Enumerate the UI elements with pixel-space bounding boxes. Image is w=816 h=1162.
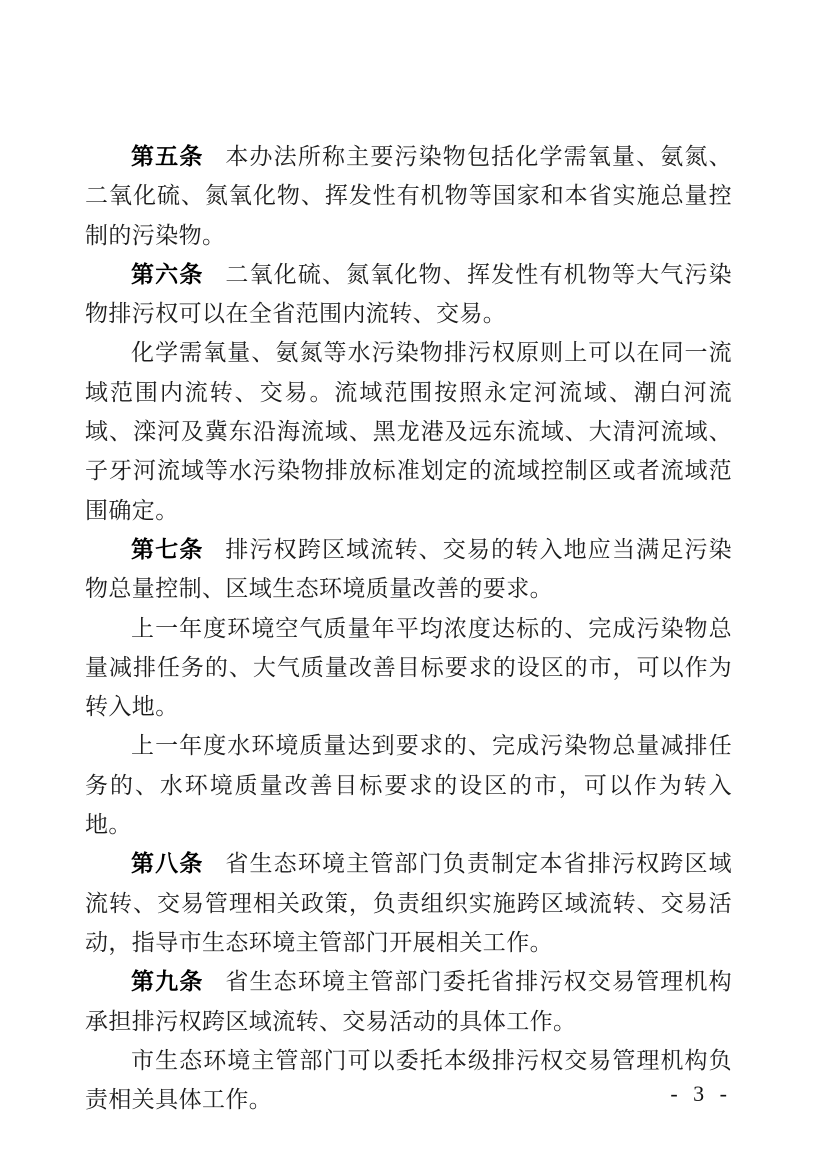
article-number-label: 第九条: [131, 969, 204, 995]
article-number-label: 第七条: [131, 536, 204, 562]
article-number-label: 第八条: [131, 851, 204, 877]
article-number-label: 第五条: [131, 144, 204, 169]
article-text: 省生态环境主管部门负责制定本省排污权跨区域流转、交易管理相关政策，负责组织实施跨区域流转、交易活动，指导市生态环境主管部门开展相关工作。: [85, 851, 733, 955]
article-text: 二氧化硫、氮氧化物、挥发性有机物等大气污染物排污权可以在全省范围内流转、交易。: [85, 261, 733, 327]
article-text: 排污权跨区域流转、交易的转入地应当满足污染物总量控制、区域生态环境质量改善的要求。: [85, 536, 733, 602]
paragraph-article-8: [85, 844, 732, 962]
article-text: 上一年度水环境质量达到要求的、完成污染物总量减排任务的、水环境质量改善目标要求的设区的市，可以作为转入地。: [85, 733, 732, 838]
paragraph-article-7: [85, 530, 732, 609]
article-text: 市生态环境主管部门可以委托本级排污权交易管理机构负责相关具体工作。: [85, 1047, 732, 1113]
paragraph-article-9: [85, 962, 732, 1041]
article-number-label: 第六条: [131, 261, 204, 287]
paragraph-article-9-para-2: [85, 1041, 732, 1120]
article-text: 本办法所称主要污染物包括化学需氧量、氨氮、二氧化硫、氮氧化物、挥发性有机物等国家和本省实施总量控制的污染物。: [85, 144, 733, 248]
paragraph-article-6-continuation: [85, 333, 732, 529]
document-body: [85, 137, 732, 1119]
article-text: 省生态环境主管部门委托省排污权交易管理机构承担排污权跨区域流转、交易活动的具体工作。: [85, 969, 733, 1034]
paragraph-article-6: [85, 255, 732, 334]
page-number: - 3 -: [670, 1081, 732, 1106]
paragraph-article-7-para-2: [85, 609, 732, 727]
paragraph-article-5: [85, 137, 732, 255]
paragraph-article-7-para-3: [85, 726, 732, 844]
article-text: 化学需氧量、氨氮等水污染物排污权原则上可以在同一流域范围内流转、交易。流域范围按照永定河流域、潮白河流域、滦河及冀东沿海流域、黑龙港及远东流域、大清河流域、子牙河流域等水污染物排放标准划定的流域控制区或者流域范围确定。: [85, 340, 732, 523]
article-text: 上一年度环境空气质量年平均浓度达标的、完成污染物总量减排任务的、大气质量改善目标要求的设区的市，可以作为转入地。: [85, 615, 732, 720]
